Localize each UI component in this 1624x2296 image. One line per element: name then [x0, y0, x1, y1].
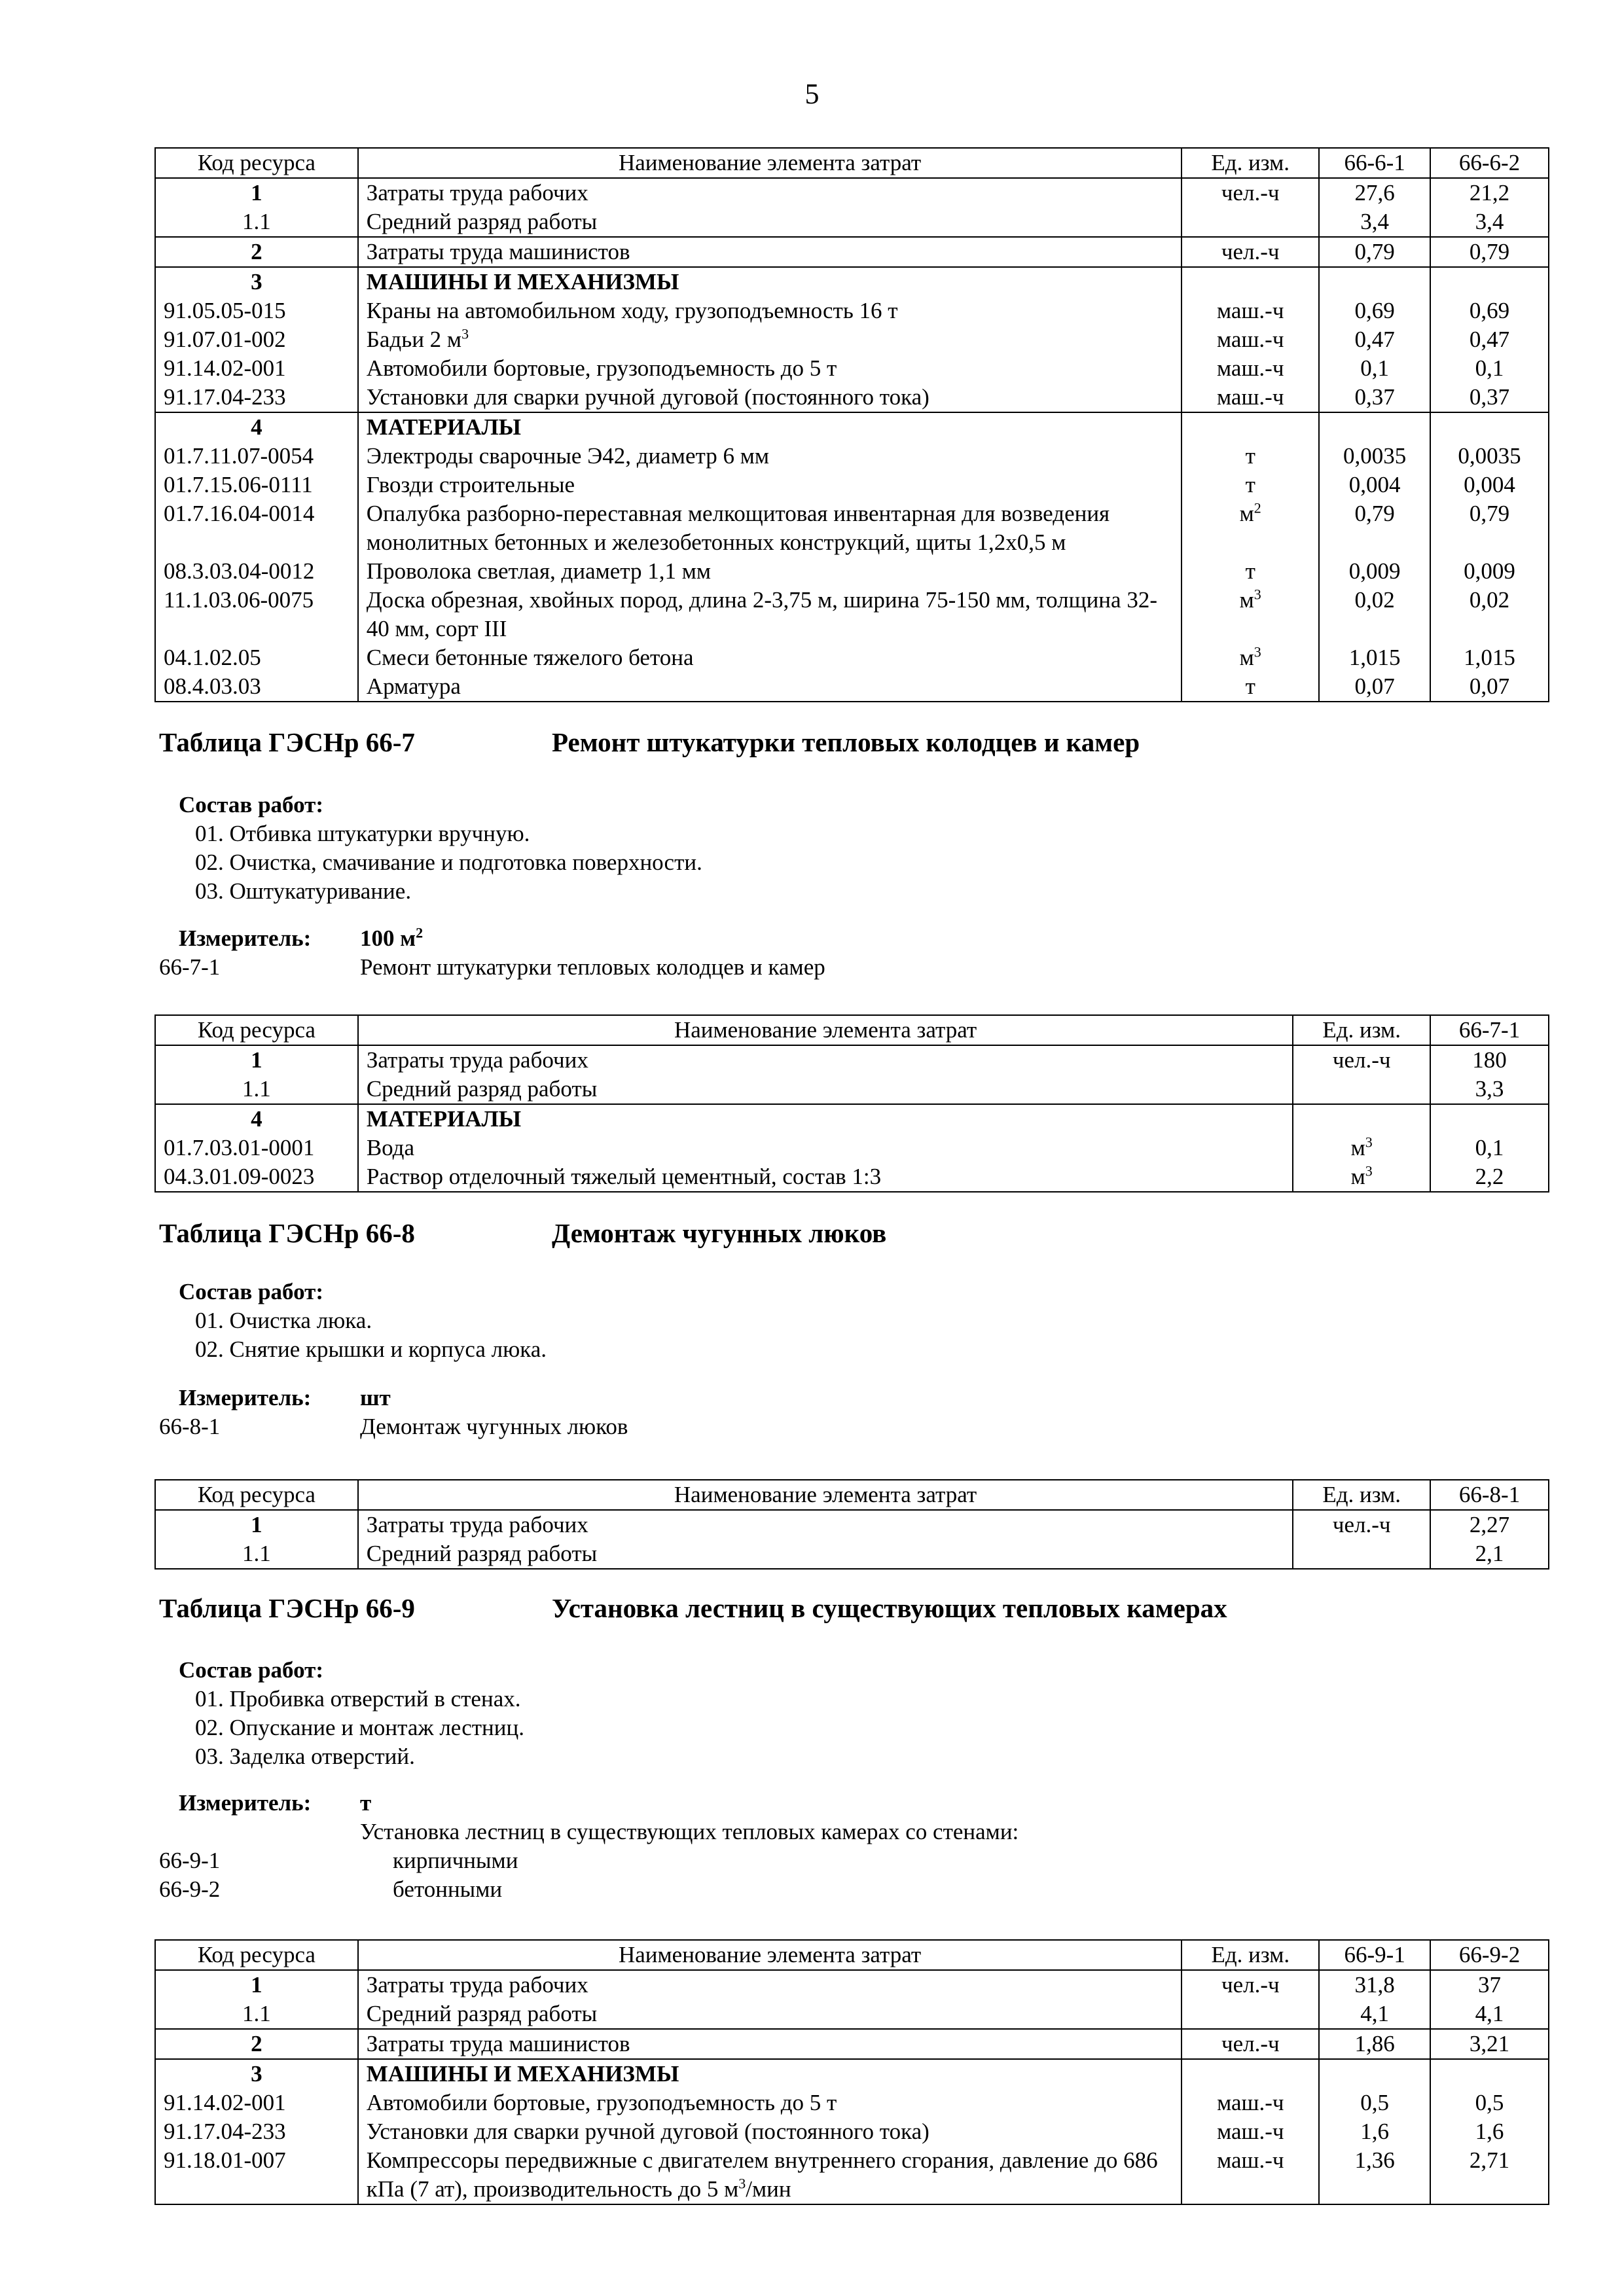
row-name — [358, 2146, 1182, 2204]
row-value: 0,79 — [1430, 237, 1549, 267]
row-value: 0,79 — [1430, 499, 1549, 557]
measure-value: т — [360, 1790, 372, 1816]
row-value: 0,47 — [1430, 325, 1549, 354]
row-code: 1.1 — [155, 2000, 358, 2029]
superscript: 3 — [1254, 643, 1261, 660]
col-header: 66-8-1 — [1430, 1480, 1549, 1510]
row-name: Автомобили бортовые, грузоподъемность до 5 т — [358, 354, 1182, 383]
row-unit: маш.-ч — [1182, 2146, 1319, 2204]
row-code: 04.3.01.09-0023 — [155, 1162, 358, 1192]
row-unit: маш.-ч — [1182, 296, 1319, 325]
table-row — [155, 1134, 1549, 1162]
table-row — [155, 2059, 1549, 2089]
row-value: 0,5 — [1319, 2089, 1430, 2117]
row-name: Вода — [358, 1134, 1293, 1162]
row-name: Затраты труда рабочих — [358, 178, 1182, 207]
row-code: 91.17.04-233 — [155, 383, 358, 412]
row-value: 3,3 — [1430, 1075, 1549, 1104]
row-code: 2 — [155, 2029, 358, 2059]
table-row — [155, 672, 1549, 702]
col-header: Код ресурса — [155, 1940, 358, 1970]
measure-intro — [159, 1818, 1468, 1846]
row-name: Средний разряд работы — [358, 2000, 1182, 2029]
row-code: 1 — [155, 1970, 358, 2000]
row-code: 3 — [155, 267, 358, 296]
item-text: кирпичными — [393, 1848, 518, 1873]
row-value: 0,37 — [1319, 383, 1430, 412]
works-section — [159, 1656, 524, 1771]
row-unit — [1182, 412, 1319, 442]
row-value — [1430, 412, 1549, 442]
row-value — [1319, 267, 1430, 296]
table-row — [155, 267, 1549, 296]
col-header: Наименование элемента затрат — [358, 1940, 1182, 1970]
row-value: 0,79 — [1319, 237, 1430, 267]
row-name: Затраты труда рабочих — [358, 1970, 1182, 2000]
item-text: Демонтаж чугунных люков — [360, 1414, 628, 1439]
row-value: 0,07 — [1430, 672, 1549, 702]
row-value: 0,0035 — [1319, 442, 1430, 471]
row-value: 2,27 — [1430, 1510, 1549, 1539]
row-name: Доска обрезная, хвойных пород, длина 2-3,75 м, ширина 75-150 мм, толщина 32-40 мм, сорт III — [358, 586, 1182, 643]
row-unit — [1293, 1104, 1430, 1134]
row-value: 0,07 — [1319, 672, 1430, 702]
row-name: Гвозди строительные — [358, 471, 1182, 499]
table-title — [159, 726, 1140, 758]
unit-text: м — [1350, 1135, 1365, 1160]
item-code: 66-9-2 — [159, 1876, 221, 1902]
row-value — [1430, 267, 1549, 296]
table-label: Таблица ГЭСНр 66-7 — [159, 727, 415, 757]
row-value: 4,1 — [1430, 2000, 1549, 2029]
row-code: 01.7.16.04-0014 — [155, 499, 358, 557]
row-code: 01.7.15.06-0111 — [155, 471, 358, 499]
table-row — [155, 643, 1549, 672]
row-unit: маш.-ч — [1182, 2089, 1319, 2117]
measure-item — [159, 1412, 1468, 1441]
row-name: Арматура — [358, 672, 1182, 702]
row-value: 21,2 — [1430, 178, 1549, 207]
row-value: 0,1 — [1430, 354, 1549, 383]
works-heading: Состав работ: — [179, 1279, 323, 1304]
row-unit: маш.-ч — [1182, 325, 1319, 354]
superscript: 3 — [1365, 1162, 1373, 1179]
measure-item — [159, 1875, 1468, 1904]
row-unit: чел.-ч — [1182, 1970, 1319, 2000]
row-name: Проволока светлая, диаметр 1,1 мм — [358, 557, 1182, 586]
row-name: Смеси бетонные тяжелого бетона — [358, 643, 1182, 672]
row-value — [1430, 2059, 1549, 2089]
row-unit — [1182, 2059, 1319, 2089]
row-value: 4,1 — [1319, 2000, 1430, 2029]
col-header: 66-6-2 — [1430, 148, 1549, 178]
table-header — [155, 1940, 1549, 1970]
row-name: МАШИНЫ И МЕХАНИЗМЫ — [358, 267, 1182, 296]
col-header: Ед. изм. — [1293, 1480, 1430, 1510]
col-header: 66-6-1 — [1319, 148, 1430, 178]
row-code: 4 — [155, 412, 358, 442]
resource-table-66-7 — [154, 1014, 1549, 1193]
row-name: Затраты труда рабочих — [358, 1510, 1293, 1539]
row-value: 0,69 — [1319, 296, 1430, 325]
row-value: 1,36 — [1319, 2146, 1430, 2204]
table-row — [155, 237, 1549, 267]
row-name: Опалубка разборно-переставная мелкощитовая инвентарная для возведения монолитных бетонных и железобетонных конструкций, щиты 1,2x0,5 м — [358, 499, 1182, 557]
row-value: 0,02 — [1319, 586, 1430, 643]
row-code: 91.17.04-233 — [155, 2117, 358, 2146]
measure-row — [159, 1789, 1468, 1818]
row-unit — [1182, 2000, 1319, 2029]
col-header: Ед. изм. — [1293, 1015, 1430, 1045]
row-unit: маш.-ч — [1182, 383, 1319, 412]
row-unit: чел.-ч — [1293, 1510, 1430, 1539]
col-header: 66-9-1 — [1319, 1940, 1430, 1970]
table-row — [155, 325, 1549, 354]
row-code: 2 — [155, 237, 358, 267]
row-value — [1319, 412, 1430, 442]
row-value: 0,37 — [1430, 383, 1549, 412]
resource-table-66-8 — [154, 1479, 1549, 1570]
table-row — [155, 178, 1549, 207]
row-code: 01.7.03.01-0001 — [155, 1134, 358, 1162]
work-item: 02. Снятие крышки и корпуса люка. — [195, 1336, 547, 1362]
page-number: 5 — [804, 78, 820, 110]
work-item: 03. Оштукатуривание. — [195, 878, 412, 904]
row-unit: чел.-ч — [1182, 178, 1319, 207]
row-name: МАШИНЫ И МЕХАНИЗМЫ — [358, 2059, 1182, 2089]
table-row — [155, 354, 1549, 383]
row-code: 3 — [155, 2059, 358, 2089]
row-name: Автомобили бортовые, грузоподъемность до 5 т — [358, 2089, 1182, 2117]
row-value: 31,8 — [1319, 1970, 1430, 2000]
superscript: 3 — [738, 2175, 746, 2192]
measure-value-text: 100 м — [360, 925, 416, 951]
col-header: Код ресурса — [155, 1015, 358, 1045]
measure-row — [159, 924, 1468, 953]
row-name: Средний разряд работы — [358, 1075, 1293, 1104]
row-code: 1 — [155, 178, 358, 207]
row-name: Установки для сварки ручной дуговой (постоянного тока) — [358, 383, 1182, 412]
row-value: 0,004 — [1430, 471, 1549, 499]
row-value: 27,6 — [1319, 178, 1430, 207]
row-unit: чел.-ч — [1182, 2029, 1319, 2059]
row-name: МАТЕРИАЛЫ — [358, 1104, 1293, 1134]
work-item: 01. Очистка люка. — [195, 1308, 372, 1333]
superscript: 3 — [1365, 1134, 1373, 1151]
measure-block — [159, 924, 1468, 982]
row-value — [1319, 2059, 1430, 2089]
row-unit — [1182, 499, 1319, 557]
row-value: 3,4 — [1319, 207, 1430, 237]
row-code: 1.1 — [155, 207, 358, 237]
measure-value — [360, 924, 423, 953]
superscript: 2 — [1254, 499, 1261, 516]
works-section — [159, 791, 702, 906]
measure-label: Измеритель: — [179, 1385, 312, 1410]
table-title — [159, 1217, 887, 1249]
unit-text: м — [1239, 501, 1254, 526]
row-value: 0,004 — [1319, 471, 1430, 499]
table-row — [155, 2089, 1549, 2117]
works-section — [159, 1278, 547, 1364]
row-name-text: Компрессоры передвижные с двигателем внутреннего сгорания, давление до 686 кПа (7 ат), производительность до 5 м — [366, 2147, 1158, 2202]
table-subject: Ремонт штукатурки тепловых колодцев и камер — [552, 727, 1140, 757]
col-header: 66-7-1 — [1430, 1015, 1549, 1045]
row-name-text: Бадьи 2 м — [366, 327, 462, 352]
works-heading: Состав работ: — [179, 792, 323, 817]
row-name: Средний разряд работы — [358, 1539, 1293, 1569]
measure-label: Измеритель: — [179, 1790, 312, 1816]
measure-item — [159, 953, 1468, 982]
row-unit — [1293, 1075, 1430, 1104]
item-text: Ремонт штукатурки тепловых колодцев и камер — [360, 954, 825, 980]
table-row — [155, 499, 1549, 557]
superscript: 2 — [416, 924, 424, 941]
measure-block — [159, 1384, 1468, 1441]
col-header: Наименование элемента затрат — [358, 1480, 1293, 1510]
row-unit: т — [1182, 672, 1319, 702]
row-name: Затраты труда машинистов — [358, 237, 1182, 267]
row-value: 2,71 — [1430, 2146, 1549, 2204]
table-row — [155, 296, 1549, 325]
row-value: 1,86 — [1319, 2029, 1430, 2059]
resource-table-66-9 — [154, 1939, 1549, 2205]
row-unit: т — [1182, 557, 1319, 586]
row-value: 3,21 — [1430, 2029, 1549, 2059]
work-item: 03. Заделка отверстий. — [195, 1744, 415, 1769]
row-unit — [1293, 1134, 1430, 1162]
row-value: 1,015 — [1430, 643, 1549, 672]
row-unit — [1182, 643, 1319, 672]
table-row — [155, 383, 1549, 412]
col-header: 66-9-2 — [1430, 1940, 1549, 1970]
row-name: МАТЕРИАЛЫ — [358, 412, 1182, 442]
unit-suffix: /мин — [746, 2176, 791, 2202]
table-header — [155, 148, 1549, 178]
row-code: 1.1 — [155, 1075, 358, 1104]
table-row — [155, 557, 1549, 586]
row-value: 0,02 — [1430, 586, 1549, 643]
work-item: 02. Опускание и монтаж лестниц. — [195, 1715, 524, 1740]
table-row — [155, 412, 1549, 442]
item-code: 66-7-1 — [159, 954, 221, 980]
table-row — [155, 1045, 1549, 1075]
row-code: 08.3.03.04-0012 — [155, 557, 358, 586]
table-row — [155, 207, 1549, 237]
unit-text: м — [1239, 587, 1254, 613]
row-value: 0,1 — [1430, 1134, 1549, 1162]
table-row — [155, 1162, 1549, 1192]
row-code: 91.14.02-001 — [155, 2089, 358, 2117]
table-row — [155, 2117, 1549, 2146]
row-value: 3,4 — [1430, 207, 1549, 237]
superscript: 3 — [461, 325, 469, 342]
table-label: Таблица ГЭСНр 66-9 — [159, 1593, 415, 1623]
row-code: 91.07.01-002 — [155, 325, 358, 354]
row-name: Раствор отделочный тяжелый цементный, состав 1:3 — [358, 1162, 1293, 1192]
table-row — [155, 2029, 1549, 2059]
row-unit: т — [1182, 471, 1319, 499]
row-code: 91.14.02-001 — [155, 354, 358, 383]
table-row — [155, 1539, 1549, 1569]
measure-block — [159, 1789, 1468, 1904]
row-value: 1,6 — [1430, 2117, 1549, 2146]
table-row — [155, 2146, 1549, 2204]
col-header: Код ресурса — [155, 148, 358, 178]
table-subject: Демонтаж чугунных люков — [552, 1218, 887, 1248]
measure-label: Измеритель: — [179, 925, 312, 951]
row-value: 180 — [1430, 1045, 1549, 1075]
measure-row — [159, 1384, 1468, 1412]
table-row — [155, 1104, 1549, 1134]
row-value: 37 — [1430, 1970, 1549, 2000]
row-name: Электроды сварочные Э42, диаметр 6 мм — [358, 442, 1182, 471]
row-value: 2,2 — [1430, 1162, 1549, 1192]
row-value: 1,6 — [1319, 2117, 1430, 2146]
measure-intro-text: Установка лестниц в существующих тепловых камерах со стенами: — [360, 1819, 1019, 1844]
row-unit — [1182, 586, 1319, 643]
col-header: Ед. изм. — [1182, 148, 1319, 178]
table-row — [155, 1970, 1549, 2000]
row-value: 0,69 — [1430, 296, 1549, 325]
row-value: 1,015 — [1319, 643, 1430, 672]
row-unit: чел.-ч — [1293, 1045, 1430, 1075]
col-header: Наименование элемента затрат — [358, 148, 1182, 178]
resource-table-66-6 — [154, 147, 1549, 702]
row-name: Затраты труда рабочих — [358, 1045, 1293, 1075]
unit-text: м — [1239, 645, 1254, 670]
row-value: 0,79 — [1319, 499, 1430, 557]
row-unit — [1293, 1162, 1430, 1192]
row-unit: маш.-ч — [1182, 2117, 1319, 2146]
measure-value: шт — [360, 1385, 391, 1410]
row-value — [1430, 1104, 1549, 1134]
table-row — [155, 1510, 1549, 1539]
table-title — [159, 1592, 1227, 1624]
superscript: 3 — [1254, 586, 1261, 603]
row-name: Средний разряд работы — [358, 207, 1182, 237]
row-code: 1 — [155, 1510, 358, 1539]
row-value: 0,009 — [1430, 557, 1549, 586]
item-text: бетонными — [393, 1876, 503, 1902]
row-value: 0,009 — [1319, 557, 1430, 586]
table-label: Таблица ГЭСНр 66-8 — [159, 1218, 415, 1248]
row-code: 1.1 — [155, 1539, 358, 1569]
table-header — [155, 1015, 1549, 1045]
table-row — [155, 471, 1549, 499]
row-unit — [1182, 207, 1319, 237]
work-item: 01. Отбивка штукатурки вручную. — [195, 821, 530, 846]
table-row — [155, 586, 1549, 643]
row-code: 4 — [155, 1104, 358, 1134]
col-header: Код ресурса — [155, 1480, 358, 1510]
row-code: 01.7.11.07-0054 — [155, 442, 358, 471]
row-unit — [1293, 1539, 1430, 1569]
work-item: 02. Очистка, смачивание и подготовка поверхности. — [195, 850, 702, 875]
row-name: Установки для сварки ручной дуговой (постоянного тока) — [358, 2117, 1182, 2146]
row-value: 0,47 — [1319, 325, 1430, 354]
row-value: 2,1 — [1430, 1539, 1549, 1569]
row-code: 1 — [155, 1045, 358, 1075]
table-row — [155, 2000, 1549, 2029]
row-code: 08.4.03.03 — [155, 672, 358, 702]
row-name: Затраты труда машинистов — [358, 2029, 1182, 2059]
item-code: 66-9-1 — [159, 1848, 221, 1873]
row-unit — [1182, 267, 1319, 296]
row-value: 0,1 — [1319, 354, 1430, 383]
row-code: 11.1.03.06-0075 — [155, 586, 358, 643]
work-item: 01. Пробивка отверстий в стенах. — [195, 1686, 521, 1712]
measure-item — [159, 1846, 1468, 1875]
row-code: 04.1.02.05 — [155, 643, 358, 672]
table-row — [155, 1075, 1549, 1104]
col-header: Ед. изм. — [1182, 1940, 1319, 1970]
row-value: 0,0035 — [1430, 442, 1549, 471]
works-heading: Состав работ: — [179, 1657, 323, 1683]
row-unit: маш.-ч — [1182, 354, 1319, 383]
unit-text: м — [1350, 1164, 1365, 1189]
row-unit: т — [1182, 442, 1319, 471]
table-subject: Установка лестниц в существующих тепловых камерах — [552, 1593, 1227, 1623]
row-value: 0,5 — [1430, 2089, 1549, 2117]
table-header — [155, 1480, 1549, 1510]
item-code: 66-8-1 — [159, 1414, 221, 1439]
col-header: Наименование элемента затрат — [358, 1015, 1293, 1045]
row-code: 91.05.05-015 — [155, 296, 358, 325]
row-name: Краны на автомобильном ходу, грузоподъемность 16 т — [358, 296, 1182, 325]
row-code: 91.18.01-007 — [155, 2146, 358, 2204]
row-name — [358, 325, 1182, 354]
row-unit: чел.-ч — [1182, 237, 1319, 267]
table-row — [155, 442, 1549, 471]
